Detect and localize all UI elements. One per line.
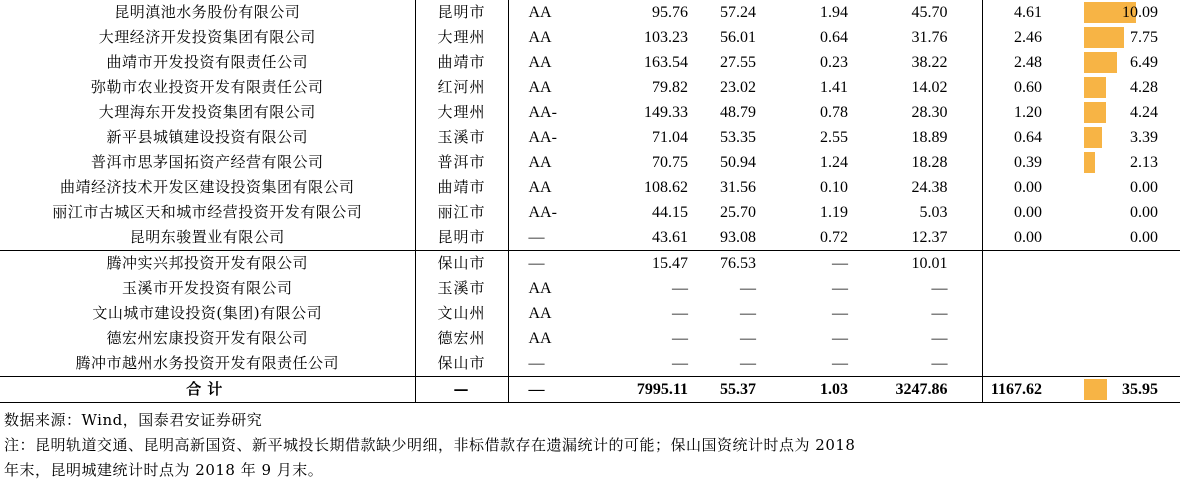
value-cell-2: 48.79 (720, 103, 756, 121)
notes (4, 408, 1074, 483)
value-cell-4: 10.01 (882, 251, 982, 277)
city-cell: 文山州 (415, 301, 508, 326)
company-name-cell: 大理经济开发投资集团有限公司 (98, 28, 316, 46)
city-cell: 大理州 (415, 25, 508, 50)
value-cell-3: 1.41 (820, 78, 848, 96)
company-name-cell: 曲靖市开发投资有限责任公司 (106, 53, 308, 71)
value-cell-6 (1070, 200, 1180, 225)
value-cell-3: 0.64 (820, 28, 848, 46)
value-cell-6 (1070, 326, 1180, 351)
value-cell-1: — (672, 329, 688, 347)
company-name-cell: 丽江市古城区天和城市经营投资开发有限公司 (52, 203, 363, 221)
value-cell-3: 0.72 (820, 228, 848, 246)
value-cell-6 (1070, 100, 1180, 125)
value-cell-1: 70.75 (652, 153, 688, 171)
rating-cell: AA (528, 28, 552, 46)
value-cell-1: — (672, 354, 688, 372)
value-cell-2: 53.35 (720, 128, 756, 146)
ratio-bar (1084, 127, 1102, 148)
rating-cell: AA (528, 3, 552, 21)
value-cell-2: 25.70 (720, 203, 756, 221)
value-cell-5 (982, 251, 1070, 277)
city-cell: 昆明市 (415, 225, 508, 251)
value-cell-1: 95.76 (652, 3, 688, 21)
value-cell-5: 0.39 (1014, 153, 1042, 171)
company-name-cell: 腾冲市越州水务投资开发有限责任公司 (75, 354, 339, 372)
value-cell-1: 7995.11 (588, 377, 688, 403)
value-cell-3: 1.19 (820, 203, 848, 221)
value-cell-2: — (740, 304, 756, 322)
ratio-bar (1084, 152, 1095, 173)
value-cell-5 (982, 326, 1070, 351)
city-cell: 大理州 (415, 100, 508, 125)
rating-cell: AA (528, 78, 552, 96)
value-cell-3: 1.94 (820, 3, 848, 21)
company-name-cell: 德宏州宏康投资开发有限公司 (106, 329, 308, 347)
rating-cell: — (508, 377, 588, 403)
ratio-value: 6.49 (1130, 53, 1158, 71)
value-cell-1: 79.82 (652, 78, 688, 96)
total-row (0, 377, 1180, 403)
value-cell-2: 27.55 (720, 53, 756, 71)
table-row (0, 150, 1180, 175)
ratio-value: 4.28 (1130, 78, 1158, 96)
table-row (0, 301, 1180, 326)
value-cell-5: 1167.62 (982, 377, 1070, 403)
value-cell-5: 0.00 (1014, 228, 1042, 246)
ratio-value: 0.00 (1130, 228, 1158, 246)
table-row (0, 100, 1180, 125)
value-cell-4: 24.38 (882, 175, 982, 200)
value-cell-3: — (832, 304, 848, 322)
rating-cell: AA- (528, 203, 557, 221)
table-row (0, 276, 1180, 301)
city-cell: 丽江市 (415, 200, 508, 225)
value-cell-2: 55.37 (688, 377, 780, 403)
city-cell: 玉溪市 (415, 276, 508, 301)
value-cell-5 (982, 301, 1070, 326)
ratio-bar (1084, 77, 1106, 98)
company-name-cell: 弥勒市农业投资开发有限责任公司 (90, 78, 324, 96)
value-cell-4: 31.76 (882, 25, 982, 50)
value-cell-2: — (740, 279, 756, 297)
table-row (0, 25, 1180, 50)
value-cell-5: 0.64 (1014, 128, 1042, 146)
value-cell-1: 44.15 (652, 203, 688, 221)
value-cell-2: — (740, 329, 756, 347)
value-cell-3: 2.55 (820, 128, 848, 146)
value-cell-4: 18.28 (882, 150, 982, 175)
ratio-value: 7.75 (1130, 28, 1158, 46)
value-cell-6 (1070, 50, 1180, 75)
ratio-value: 35.95 (1122, 380, 1158, 398)
company-name-cell: 腾冲实兴邦投资开发有限公司 (0, 251, 415, 277)
footnote-line-2: 年末，昆明城建统计时点为 2018 年 9 月末。 (4, 461, 324, 479)
company-name-cell: 玉溪市开发投资有限公司 (121, 279, 293, 297)
footnote-line-1: 注：昆明轨道交通、昆明高新国资、新平城投长期借款缺少明细，非标借款存在遗漏统计的可能；保山国资统计时点为 2018 (4, 436, 856, 454)
ratio-value: 4.24 (1130, 103, 1158, 121)
rating-cell: AA (528, 304, 552, 322)
rating-cell: AA (528, 279, 552, 297)
value-cell-1: — (672, 279, 688, 297)
value-cell-4: — (882, 301, 982, 326)
value-cell-6 (1070, 251, 1180, 277)
rating-cell: — (508, 251, 588, 277)
value-cell-3: 0.10 (820, 178, 848, 196)
value-cell-1: 103.23 (644, 28, 688, 46)
data-source-note: 数据来源：Wind，国泰君安证券研究 (4, 411, 263, 429)
value-cell-5: 4.61 (1014, 3, 1042, 21)
value-cell-6 (1070, 276, 1180, 301)
value-cell-3: — (780, 251, 882, 277)
value-cell-3: 0.78 (820, 103, 848, 121)
value-cell-4: 5.03 (882, 200, 982, 225)
company-name-cell: 大理海东开发投资集团有限公司 (98, 103, 316, 121)
ratio-bar (1084, 27, 1124, 48)
company-name-cell: 昆明滇池水务股份有限公司 (114, 3, 301, 21)
value-cell-3: — (832, 329, 848, 347)
city-cell: 曲靖市 (415, 50, 508, 75)
city-cell: 普洱市 (415, 150, 508, 175)
value-cell-6 (1070, 0, 1180, 25)
value-cell-6 (1070, 225, 1180, 251)
company-name-cell: 普洱市思茅国拓资产经营有限公司 (90, 153, 324, 171)
table-row (0, 50, 1180, 75)
ratio-value: 0.00 (1130, 203, 1158, 221)
value-cell-4: — (882, 351, 982, 377)
value-cell-5 (982, 351, 1070, 377)
value-cell-5: 1.20 (1014, 103, 1042, 121)
city-cell: 红河州 (415, 75, 508, 100)
value-cell-2: 76.53 (688, 251, 780, 277)
value-cell-6 (1070, 25, 1180, 50)
ratio-bar (1084, 102, 1106, 123)
value-cell-1: 71.04 (652, 128, 688, 146)
value-cell-4: 3247.86 (882, 377, 982, 403)
table-row (0, 175, 1180, 200)
value-cell-2: 31.56 (720, 178, 756, 196)
value-cell-6 (1070, 150, 1180, 175)
table-row (0, 326, 1180, 351)
rating-cell: AA (528, 329, 552, 347)
city-cell: 保山市 (415, 351, 508, 377)
ratio-bar (1084, 379, 1107, 400)
rating-cell: AA (528, 178, 552, 196)
rating-cell: AA- (528, 128, 557, 146)
value-cell-5: 0.00 (1014, 203, 1042, 221)
company-name-cell: 合计 (0, 377, 415, 403)
value-cell-4: — (882, 326, 982, 351)
ratio-bar (1084, 52, 1117, 73)
value-cell-6 (1070, 301, 1180, 326)
rating-cell: — (528, 228, 545, 246)
city-cell: — (415, 377, 508, 403)
value-cell-3: 0.23 (820, 53, 848, 71)
table-row (0, 351, 1180, 377)
table-row (0, 225, 1180, 251)
value-cell-6 (1070, 351, 1180, 377)
rating-cell: AA (528, 153, 552, 171)
city-cell: 玉溪市 (415, 125, 508, 150)
value-cell-2: 57.24 (720, 3, 756, 21)
rating-cell: AA (528, 53, 552, 71)
value-cell-4: 12.37 (882, 225, 982, 251)
company-name-cell: 曲靖经济技术开发区建设投资集团有限公司 (59, 178, 355, 196)
value-cell-5: 2.48 (1014, 53, 1042, 71)
value-cell-2: 50.94 (720, 153, 756, 171)
value-cell-2: 56.01 (720, 28, 756, 46)
value-cell-5: 2.46 (1014, 28, 1042, 46)
value-cell-4: — (882, 276, 982, 301)
table-row (0, 251, 1180, 277)
value-cell-3: 1.24 (820, 153, 848, 171)
value-cell-1: 163.54 (644, 53, 688, 71)
ratio-value: 2.13 (1130, 153, 1158, 171)
city-cell: 曲靖市 (415, 175, 508, 200)
value-cell-2: — (740, 354, 756, 372)
rating-cell: AA- (528, 103, 557, 121)
value-cell-2: 93.08 (720, 228, 756, 246)
value-cell-1: 15.47 (588, 251, 688, 277)
table-row (0, 125, 1180, 150)
value-cell-6 (1070, 125, 1180, 150)
table-row (0, 200, 1180, 225)
value-cell-4: 38.22 (882, 50, 982, 75)
rating-cell: — (528, 354, 545, 372)
value-cell-3: 1.03 (780, 377, 882, 403)
value-cell-4: 18.89 (882, 125, 982, 150)
value-cell-5: 0.60 (1014, 78, 1042, 96)
company-name-cell: 昆明东骏置业有限公司 (129, 228, 285, 246)
value-cell-6 (1070, 75, 1180, 100)
ratio-value: 3.39 (1130, 128, 1158, 146)
value-cell-5 (982, 276, 1070, 301)
table-row (0, 0, 1180, 25)
value-cell-2: 23.02 (720, 78, 756, 96)
city-cell: 昆明市 (415, 0, 508, 25)
value-cell-1: 43.61 (652, 228, 688, 246)
value-cell-5: 0.00 (1014, 178, 1042, 196)
value-cell-4: 45.70 (882, 0, 982, 25)
ratio-value: 10.09 (1122, 3, 1158, 21)
value-cell-3: — (832, 279, 848, 297)
city-cell: 德宏州 (415, 326, 508, 351)
value-cell-1: 149.33 (644, 103, 688, 121)
value-cell-4: 14.02 (882, 75, 982, 100)
value-cell-1: 108.62 (644, 178, 688, 196)
value-cell-6 (1070, 377, 1180, 403)
value-cell-3: — (832, 354, 848, 372)
value-cell-4: 28.30 (882, 100, 982, 125)
table-row (0, 75, 1180, 100)
company-name-cell: 文山城市建设投资(集团)有限公司 (92, 304, 323, 322)
ratio-value: 0.00 (1130, 178, 1158, 196)
city-cell: 保山市 (415, 251, 508, 277)
company-name-cell: 新平县城镇建设投资有限公司 (106, 128, 308, 146)
value-cell-6 (1070, 175, 1180, 200)
value-cell-1: — (672, 304, 688, 322)
